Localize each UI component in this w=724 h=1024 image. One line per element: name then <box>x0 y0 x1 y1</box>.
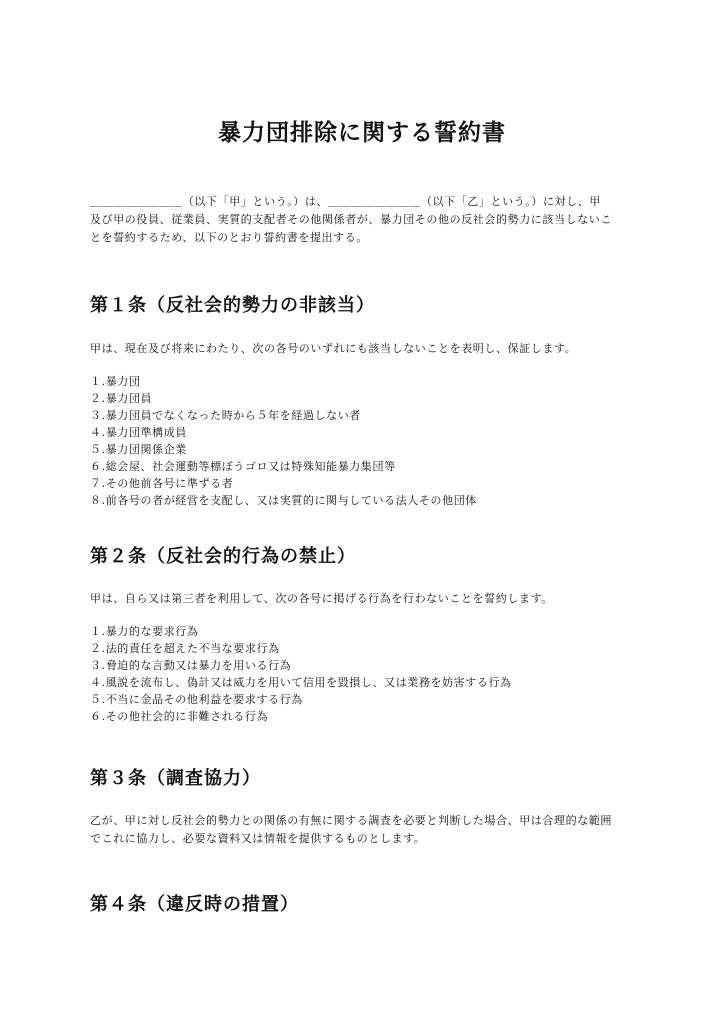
item-number: ８. <box>90 494 106 507</box>
item-number: ４. <box>90 426 106 439</box>
item-number: ２. <box>90 392 106 405</box>
item-number: １. <box>90 375 106 388</box>
item-number: ４. <box>90 676 106 689</box>
list-item <box>90 475 650 492</box>
list-item <box>90 623 650 640</box>
item-text: 暴力団員でなくなった時から５年を経過しない者 <box>105 409 361 422</box>
item-text: 脅迫的な言動又は暴力を用いる行為 <box>105 659 292 672</box>
article-lead: 甲は、自ら又は第三者を利用して、次の各号に掲げる行為を行わないことを誓約します。 <box>90 592 553 605</box>
article-item-list <box>90 373 650 509</box>
article-1 <box>90 293 650 509</box>
item-number: ６. <box>90 460 106 473</box>
intro-paragraph <box>90 193 638 247</box>
item-number: ５. <box>90 443 106 456</box>
item-number: ３. <box>90 409 106 422</box>
article-heading: 第３条（調査協力） <box>90 768 261 789</box>
item-text: 前各号の者が経営を支配し、又は実質的に関与している法人その他団体 <box>105 494 477 507</box>
list-item <box>90 691 650 708</box>
article-lead: 乙が、甲に対し反社会的勢力との関係の有無に関する調査を必要と判断した場合、甲は合理的な範囲 <box>90 814 612 827</box>
list-item <box>90 441 650 458</box>
item-text: その他社会的に非難される行為 <box>105 710 269 723</box>
item-text: 風説を流布し、偽計又は威力を用いて信用を毀損し、又は業務を妨害する行為 <box>105 676 512 689</box>
list-item <box>90 492 650 509</box>
item-text: 暴力団員 <box>105 392 153 405</box>
item-number: ６. <box>90 710 106 723</box>
list-item <box>90 708 650 725</box>
item-text: 暴力団関係企業 <box>105 443 187 456</box>
list-item <box>90 657 650 674</box>
list-item <box>90 407 650 424</box>
article-4 <box>90 892 650 918</box>
item-number: ５. <box>90 693 106 706</box>
article-item-list <box>90 623 650 725</box>
list-item <box>90 458 650 475</box>
intro-line: とを誓約するため、以下のとおり誓約書を提出する。 <box>90 231 368 244</box>
item-text: 総会屋、社会運動等標ぼうゴロ又は特殊知能暴力集団等 <box>105 460 396 473</box>
intro-line: 及び甲の役員、従業員、実質的支配者その他関係者が、暴力団その他の反社会的勢力に該当しないこ <box>90 213 612 226</box>
item-text: 不当に金品その他利益を要求する行為 <box>105 693 303 706</box>
article-lead: でこれに協力し、必要な資料又は情報を提供するものとします。 <box>90 832 426 845</box>
item-text: 暴力的な要求行為 <box>105 625 199 638</box>
item-number: ２. <box>90 642 106 655</box>
item-number: １. <box>90 625 106 638</box>
article-heading: 第２条（反社会的行為の禁止） <box>90 546 356 567</box>
document-title: 暴力団排除に関する誓約書 <box>218 120 506 146</box>
intro-line: ＿＿＿＿＿＿＿＿（以下「甲」という。）は、＿＿＿＿＿＿＿＿（以下「乙」という。）に対し、甲 <box>90 195 601 208</box>
list-item <box>90 424 650 441</box>
list-item <box>90 390 650 407</box>
article-heading: 第１条（反社会的勢力の非該当） <box>90 295 375 316</box>
list-item <box>90 373 650 390</box>
item-number: ３. <box>90 659 106 672</box>
article-lead: 甲は、現在及び将来にわたり、次の各号のいずれにも該当しないことを表明し、保証します。 <box>90 342 577 355</box>
item-text: 暴力団 <box>105 375 141 388</box>
article-3 <box>90 766 650 848</box>
article-2 <box>90 544 650 725</box>
item-text: 法的責任を超えた不当な要求行為 <box>105 642 280 655</box>
item-number: ７. <box>90 477 106 490</box>
item-text: 暴力団準構成員 <box>105 426 187 439</box>
list-item <box>90 640 650 657</box>
list-item <box>90 674 650 691</box>
item-text: その他前各号に準ずる者 <box>105 477 234 490</box>
article-heading: 第４条（違反時の措置） <box>90 894 299 915</box>
